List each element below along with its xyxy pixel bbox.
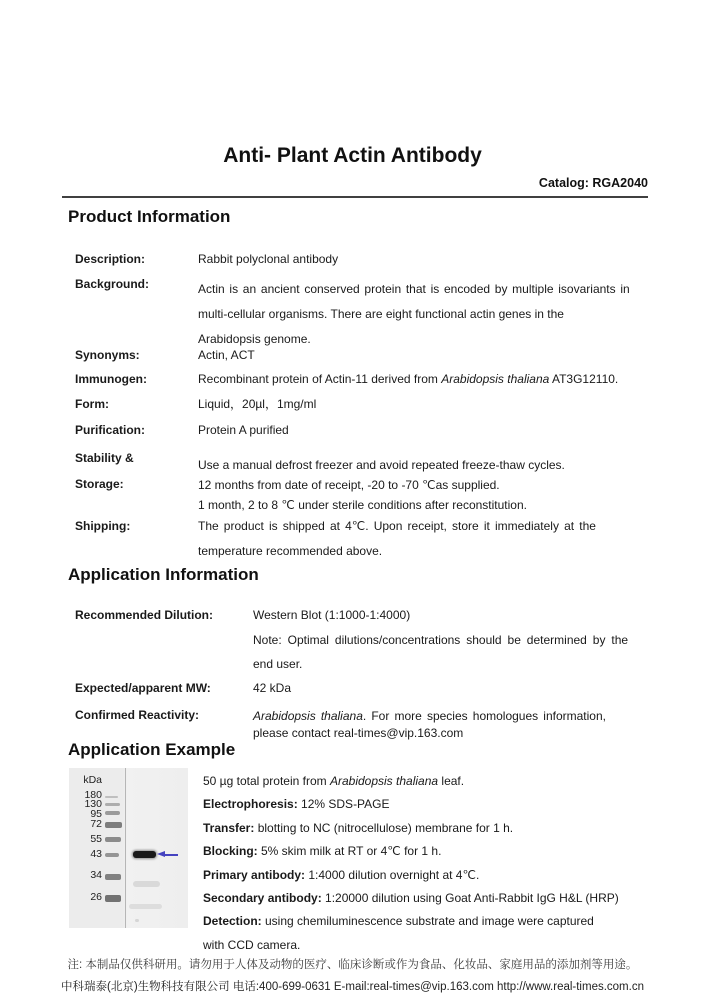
dilution-line: Western Blot (1:1000-1:4000): [253, 608, 411, 622]
field-value-confirmed-reactivity: [253, 708, 653, 742]
reactivity-line: please contact real-times@vip.163.com: [253, 726, 464, 740]
example-step-label: Detection:: [203, 914, 262, 929]
example-line: [203, 887, 673, 910]
example-text: with CCD camera.: [203, 937, 301, 952]
footer-disclaimer: 注: 本制品仅供科研用。请勿用于人体及动物的医疗、临床诊断或作为食品、化妆品、家庭用品的添加剂等用途。: [67, 959, 638, 971]
example-text: 1:4000 dilution overnight at 4℃.: [305, 867, 480, 882]
gel-ladder-band: [105, 874, 121, 880]
gel-ladder-band: [105, 895, 121, 902]
stability-label-line: Storage:: [75, 477, 124, 491]
footer-company-contact: 中科瑞泰(北京)生物科技有限公司 电话:400-699-0631 E-mail:real-times@vip.163.com http://www.real-times.com.cn: [61, 981, 644, 993]
example-text: 1:20000 dilution using Goat Anti-Rabbit IgG H&L (HRP): [321, 890, 619, 905]
gel-faint-band: [129, 904, 162, 909]
catalog-number: [539, 176, 648, 190]
example-step-label: Primary antibody:: [203, 867, 306, 882]
gel-marker-label: 26: [90, 891, 102, 903]
gel-ladder-band: [105, 853, 119, 857]
gel-ladder-band: [105, 796, 118, 798]
gel-faint-band: [133, 881, 160, 887]
example-line: [203, 934, 673, 957]
field-label-stability-storage: [75, 445, 134, 497]
field-label-shipping: Shipping:: [75, 519, 131, 533]
example-line: [203, 817, 673, 840]
immunogen-text: Recombinant protein of Actin-11 derived from: [198, 372, 442, 386]
gel-sample-band-43kda: [133, 851, 156, 858]
gel-faint-spot: [135, 919, 139, 922]
field-value-synonyms: Actin, ACT: [198, 348, 255, 362]
field-label-synonyms: Synonyms:: [75, 348, 140, 362]
page-title: Anti- Plant Actin Antibody: [223, 144, 482, 167]
gel-marker-label: 130: [84, 798, 102, 810]
gel-marker-label: 72: [90, 818, 102, 830]
example-line: [203, 770, 673, 793]
field-value-background: [198, 277, 658, 352]
field-label-expected-mw: Expected/apparent MW:: [75, 681, 211, 695]
example-text: using chemiluminescence substrate and image were captured: [261, 914, 594, 929]
stability-line: Use a manual defrost freezer and avoid repeated freeze-thaw cycles.: [198, 458, 565, 472]
reactivity-text: . For more species homologues information,: [362, 709, 606, 723]
example-line: [203, 864, 673, 887]
reactivity-species-italic: Arabidopsis thaliana: [253, 709, 363, 723]
field-value-immunogen: [198, 372, 658, 387]
field-value-expected-mw: 42 kDa: [253, 681, 292, 695]
field-label-immunogen: Immunogen:: [75, 372, 147, 386]
field-label-recommended-dilution: Recommended Dilution:: [75, 608, 214, 622]
example-line: [203, 910, 673, 933]
stability-label-line: Stability &: [75, 451, 134, 465]
gel-marker-label: 34: [90, 869, 102, 881]
gel-ladder-band: [105, 811, 120, 815]
western-blot-image: [69, 768, 188, 928]
stability-line: 1 month, 2 to 8 ℃ under sterile conditions after reconstitution.: [198, 498, 527, 512]
dilution-line: end user.: [253, 657, 303, 671]
field-value-shipping: [198, 514, 658, 564]
gel-ladder-band: [105, 822, 122, 828]
shipping-line: temperature recommended above.: [198, 544, 383, 558]
shipping-line: The product is shipped at 4℃. Upon receipt, store it immediately at the: [198, 519, 596, 533]
reactivity-line: [253, 708, 653, 725]
catalog-label: Catalog:: [538, 176, 589, 190]
example-text: blotting to NC (nitrocellulose) membrane for 1 h.: [254, 820, 514, 835]
application-example-text: [203, 770, 673, 957]
example-step-label: Blocking:: [203, 844, 258, 859]
arrow-line: [164, 854, 178, 856]
section-heading-application-example: Application Example: [68, 740, 236, 759]
header-divider: [62, 196, 648, 198]
field-value-stability-storage: [198, 455, 658, 515]
gel-lane-divider: [125, 768, 126, 928]
example-text: 50 µg total protein from: [203, 774, 330, 788]
field-label-background: Background:: [75, 277, 150, 291]
background-line: multi-cellular organisms. There are eight functional actin genes in the: [198, 307, 564, 321]
example-text: leaf.: [438, 774, 465, 788]
example-species-italic: Arabidopsis thaliana: [329, 774, 439, 788]
catalog-value: RGA2040: [592, 176, 648, 190]
gel-marker-label: 43: [90, 848, 102, 860]
immunogen-text: AT3G12110.: [549, 372, 619, 386]
example-text: 12% SDS-PAGE: [297, 797, 390, 812]
example-line: [203, 840, 673, 863]
field-label-purification: Purification:: [75, 423, 146, 437]
gel-marker-label: 180: [84, 789, 102, 801]
field-value-form: Liquid，20µl，1mg/ml: [198, 397, 317, 411]
section-heading-application-information: Application Information: [68, 565, 259, 584]
field-value-purification: Protein A purified: [198, 423, 289, 437]
gel-ladder-band: [105, 837, 121, 842]
background-line: Arabidopsis genome.: [198, 332, 311, 346]
field-label-confirmed-reactivity: Confirmed Reactivity:: [75, 708, 200, 722]
gel-marker-label: 95: [90, 808, 102, 820]
stability-line: 12 months from date of receipt, -20 to -70 ℃as supplied.: [198, 478, 500, 492]
example-step-label: Electrophoresis:: [203, 797, 298, 812]
field-label-form: Form:: [75, 397, 109, 411]
example-step-label: Transfer:: [203, 820, 255, 835]
example-text: 5% skim milk at RT or 4℃ for 1 h.: [257, 844, 442, 859]
example-step-label: Secondary antibody:: [203, 890, 322, 905]
band-pointer-arrow-icon: [157, 850, 179, 858]
gel-ladder-band: [105, 803, 120, 806]
gel-unit-label: kDa: [83, 774, 102, 786]
example-line: [203, 793, 673, 816]
immunogen-species-italic: Arabidopsis thaliana: [441, 372, 550, 386]
dilution-line: Note: Optimal dilutions/concentrations should be determined by the: [253, 632, 629, 647]
section-heading-product-information: Product Information: [68, 207, 231, 226]
background-line: Actin is an ancient conserved protein that is encoded by multiple isovariants in: [198, 282, 630, 296]
field-value-recommended-dilution: [253, 603, 653, 677]
gel-marker-label: 55: [90, 833, 102, 845]
field-value-description: Rabbit polyclonal antibody: [198, 252, 339, 266]
field-label-description: Description:: [75, 252, 146, 266]
